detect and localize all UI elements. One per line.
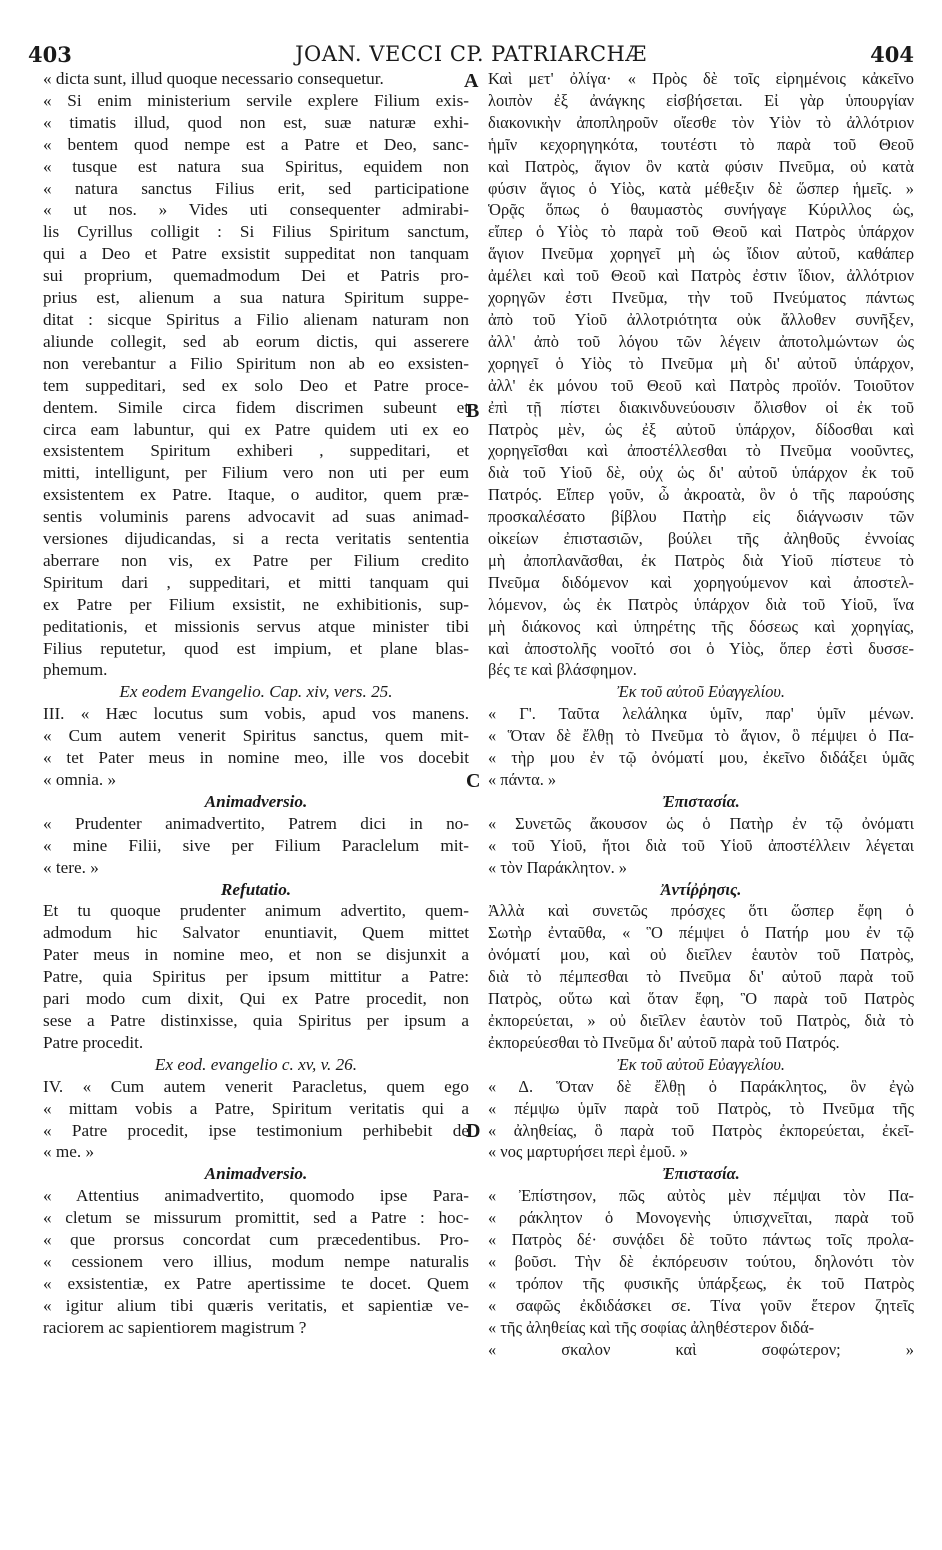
text-line: exsistentem Spiritum exhiberi , suppeditari, et (43, 441, 469, 461)
text-line: aberrare non vis, ex Patre per Filium credito (43, 550, 469, 570)
text-line: « Ἐπίστησον, πῶς αὐτὸς μὲν πέμψαι τὸν Πα- (488, 1186, 914, 1206)
text-line: χορηγεῖ ὁ Υἱὸς τὸ Πνεῦμα μὴ δι' αὐτοῦ ὑπάρχον, (488, 353, 914, 373)
text-line: « σαφῶς ἐκδιδάσκει σε. Τίνα γοῦν ἕτερον ζητεῖς (488, 1295, 914, 1315)
text-line: circa eam labuntur, qui ex Patre quidem uti ex eo (43, 419, 469, 439)
text-line: « Attentius animadvertito, quomodo ipse Para- (43, 1186, 469, 1206)
text-line: εἴπερ ὁ Υἱὸς τὸ παρὰ τοῦ Θεοῦ καὶ Πατρὸς ὑπάρχον (488, 222, 914, 242)
text-line: ἀμέλει καὶ τοῦ Θεοῦ καὶ Πατρὸς ἐστιν ἴδιον, ἀλλότριον (488, 266, 914, 286)
running-title: JOAN. VECCI CP. PATRIARCHÆ (295, 42, 647, 66)
margin-marker-c: C (466, 770, 481, 792)
text-line: Πατρὸς, οὕτω καὶ ὅταν ἔφη, Ὃ παρὰ τοῦ Πατρὸς (488, 989, 914, 1009)
text-line: φύσιν ἅγιος ὁ Υἱὸς, κατὰ μέθεξιν δὲ ὥσπερ ἡμεῖς. » (488, 178, 914, 198)
text-line: « τὸν Παράκλητον. » (488, 857, 627, 877)
text-line: « τῆς ἀληθείας καὶ τῆς σοφίας ἀληθέστερον διδά- (488, 1317, 815, 1337)
text-line: Spiritum dari , suppeditari, et mitti tanquam qui (43, 572, 469, 592)
text-line: Πατρὸς μὲν, ὡς ἐξ αὐτοῦ ὑπάρχον, δίδοσθαι καὶ (488, 419, 914, 439)
text-line: III. « Hæc locutus sum vobis, apud vos manens. (43, 704, 469, 724)
text-line: Animadversio. (204, 791, 308, 811)
text-line: mitti, intelligunt, per Filium vero non uti per eum (43, 463, 469, 483)
text-line: lis Cyrillus colligit : Si Filius Spiritum sanctum, (43, 222, 469, 242)
page-number-left: 403 (28, 42, 72, 67)
text-line: διακονικὴν ἀποπληροῦν οἴεσθε τὸν Υἱὸν τὸ ἀλλότριον (488, 112, 914, 132)
text-line: « cletum se missurum promittit, sed a Patre : hoc- (43, 1208, 469, 1228)
text-line: « tet Pater meus in nomine meo, ille vos docebit (43, 748, 469, 768)
margin-marker-d: D (466, 1120, 481, 1142)
text-line: Πατρός. Εἴπερ γοῦν, ὦ ἀκροατὰ, ὃν ὁ τῆς παρούσης (488, 485, 914, 505)
text-line: « Πατρὸς δέ· συνᾴδει δὲ τοῦτο πάντως τοῖς προλα- (488, 1230, 914, 1250)
text-line: « τὴρ μου ἐν τῷ ὀνόματί μου, ἐκεῖνο διδάξει ὑμᾶς (488, 748, 914, 768)
text-line: Ex eod. evangelio c. xv, v. 26. (154, 1054, 358, 1074)
text-line: Ἀλλὰ καὶ συνετῶς πρόσχες ὅτι ὥσπερ ἔφη ὁ (488, 901, 914, 921)
text-line: καὶ ἀποστολῆς νοοῖτό σοι ὁ Υἱὸς, ὅπερ ἐστὶ δυσσε- (488, 638, 914, 658)
text-line: « cessionem vero illius, modum nempe naturalis (43, 1251, 469, 1271)
margin-marker-b: B (466, 400, 480, 422)
text-line: Patre procedit. (43, 1032, 144, 1052)
text-line: aliunde collegit, sed ab eorum dictis, qui asserere (43, 331, 469, 351)
text-line: sui proprium, quemadmodum Dei et Patris pro- (43, 266, 469, 286)
text-line: ἐκπορεύεται, » οὐ διεῖλεν ἑαυτὸν τοῦ Πατρὸς, διὰ τὸ (488, 1010, 914, 1030)
text-line: Ἀντίῤῥησις. (660, 879, 742, 899)
text-line: « Συνετῶς ἄκουσον ὡς ὁ Πατὴρ ἐν τῷ ὀνόματι (488, 813, 914, 833)
text-line: « Prudenter animadvertito, Patrem dici in no- (43, 813, 469, 833)
text-line: « dicta sunt, illud quoque necessario consequetur. (43, 69, 384, 88)
text-line: χορηγῶν ἐστι Πνεῦμα, τὴν τοῦ Πνεύματος πάντως (488, 288, 914, 308)
text-line: exsistentem ex Patre. Itaque, o auditor, quem præ- (43, 485, 469, 505)
text-line: « me. » (43, 1142, 95, 1162)
text-line: « igitur alium tibi quæris veritatis, et sapientiæ ve- (43, 1295, 469, 1315)
text-line: sese a Patre distinxisse, quia Spiritus per ipsum a (43, 1010, 469, 1030)
text-line: « ut nos. » Vides uti consequenter admirabi- (43, 200, 469, 220)
text-line: tem suppeditari, sed ex solo Deo et Patre proce- (43, 375, 469, 395)
text-line: βές τε καὶ βλάσφημον. (488, 660, 637, 680)
text-line: Ἐκ τοῦ αὐτοῦ Εὐαγγελίου. (616, 682, 786, 702)
margin-marker-a: A (464, 70, 479, 92)
text-line: « βοῦσι. Τὴν δὲ ἐκπόρευσιν τούτου, δηλονότι τὸν (488, 1251, 914, 1271)
text-line: « Si enim ministerium servile explere Filium exis- (43, 90, 469, 110)
text-line: « Ὅταν δὲ ἔλθῃ τὸ Πνεῦμα τὸ ἅγιον, ὃ πέμψει ὁ Πα- (488, 726, 914, 746)
text-line: « Cum autem venerit Spiritus sanctus, quem mit- (43, 726, 469, 746)
text-line: μὴ διάκονος καὶ ὑπηρέτης τῆς δόσεως καὶ χορηγίας, (488, 616, 914, 636)
text-line: phemum. (43, 660, 108, 680)
text-line: « Δ. Ὅταν δὲ ἔλθῃ ὁ Παράκλητος, ὃν ἐγὼ (488, 1076, 914, 1096)
text-line: προσκαλέσατο βίβλου Πατὴρ εἰς διάγνωσιν τῶν (488, 507, 914, 527)
text-line: Πνεῦμα διδόμενον καὶ χορηγούμενον καὶ ἀποστελ- (488, 572, 914, 592)
text-line: versiones dijudicandas, si a recta veritatis sententia (43, 529, 469, 549)
text-line: Καὶ μετ' ὀλίγα· « Πρὸς δὲ τοῖς εἰρημένοις κἀκεῖνο (488, 69, 914, 88)
text-line: ἀπὸ τοῦ Υἱοῦ ἀλλοτριότητα οὐκ ἄλλοθεν συνῆξεν, (488, 309, 914, 329)
text-line: prius est, alienum a sua natura Spiritum suppe- (43, 288, 469, 308)
greek-column (488, 68, 914, 1360)
text-line: λόμενον, ὡς ἐκ Πατρὸς ὑπάρχον διὰ τοῦ Υἱοῦ, ἵνα (488, 594, 914, 614)
text-line: Ὁρᾷς ὅπως ὁ θαυμαστὸς συνήγαγε Κύριλλος ὡς, (488, 200, 914, 220)
latin-column (43, 68, 469, 1339)
text-line: « νος μαρτυρήσει περὶ ἐμοῦ. » (488, 1142, 688, 1162)
text-line: διὰ τὸ πέμπεσθαι τὸ Πνεῦμα δι' αὐτοῦ παρὰ τοῦ (488, 967, 914, 987)
text-line: Pater meus in nomine meo, et non se disjunxit a (43, 945, 469, 965)
text-line: ἐπὶ τῇ πίστει διακινδυνεύουσιν ὄλισθον οἱ ἐκ τοῦ (488, 397, 914, 417)
text-line: Ἐπιστασία. (662, 1164, 740, 1184)
text-line: Ἐπιστασία. (662, 791, 740, 811)
text-line: « τοῦ Υἱοῦ, ἤτοι διὰ τοῦ Υἱοῦ ἀποστέλλειν λέγεται (488, 835, 914, 855)
text-line: « πέμψω ὑμῖν παρὰ τοῦ Πατρὸς, τὸ Πνεῦμα τῆς (488, 1098, 914, 1118)
text-line: « que prorsus concordat cum præcedentibus. Pro- (43, 1230, 469, 1250)
text-line: ditat : sicque Spiritus a Filio alienam naturam non (43, 309, 469, 329)
text-line: καὶ Πατρὸς, ἅγιον ὂν κατὰ φύσιν Πνεῦμα, οὐ κατὰ (488, 156, 914, 176)
text-line: ἐκπορεύεσθαι τὸ Πνεῦμα δι' αὐτοῦ παρὰ τοῦ Πατρός. (488, 1032, 840, 1052)
text-line: « ἀληθείας, ὃ παρὰ τοῦ Πατρὸς ἐκπορεύεται, ἐκεῖ- (488, 1120, 914, 1140)
text-line: « omnia. » (43, 770, 117, 789)
text-line: Refutatio. (220, 879, 292, 899)
text-line: « tusque est natura sua Spiritus, equidem non (43, 156, 469, 176)
text-line: Filius reputetur, quod est impium, et plane blas- (43, 638, 469, 658)
text-line: Ἐκ τοῦ αὐτοῦ Εὐαγγελίου. (616, 1054, 786, 1074)
text-line: Σωτὴρ ἐνταῦθα, « Ὃ πέμψει ὁ Πατήρ μου ἐν τῷ (488, 923, 914, 943)
text-line: admodum hic Salvator enuntiavit, Quem mittet (43, 923, 469, 943)
text-line: « tere. » (43, 857, 99, 877)
text-line: « Γ'. Ταῦτα λελάληκα ὑμῖν, παρ' ὑμῖν μένων. (488, 704, 914, 724)
text-line: ἀλλ' ἐκ μόνου τοῦ Θεοῦ καὶ Πατρὸς προϊόν. Τοιοῦτον (488, 375, 914, 395)
text-line: μὴ ἀποπλανᾶσθαι, ἐκ Πατρὸς διὰ Υἱοῦ πίστευε τὸ (488, 550, 914, 570)
text-line: « bentem quod nempe est a Patre et Deo, sanc- (43, 134, 469, 154)
text-line: peditationis, et missionis servus atque minister tibi (43, 616, 469, 636)
text-line: « σκαλον καὶ σοφώτερον; » (488, 1339, 914, 1359)
text-line: ἀλλ' ἀπὸ τοῦ λόγου τῶν λέγειν ἀποτολμώντων ὡς (488, 331, 914, 351)
text-line: Et tu quoque prudenter animum advertito, quem- (43, 901, 469, 921)
text-line: qui a Deo et Patre exsistit suppeditat non tanquam (43, 244, 469, 264)
text-line: ex Patre per Filium exsistit, ne exhibitionis, sup- (43, 594, 469, 614)
text-line: « mine Filii, sive per Filium Paraclelum mit- (43, 835, 469, 855)
text-line: « timatis illud, quod non est, suæ naturæ exhi- (43, 112, 469, 132)
text-line: Patre, quia Spiritus per ipsum mittitur a Patre: (43, 967, 469, 987)
text-line: Animadversio. (204, 1164, 308, 1184)
text-line: « Patre procedit, ipse testimonium perhibebit de (43, 1120, 469, 1140)
text-line: « exsistentiæ, ex Patre apertissime te docet. Quem (43, 1273, 469, 1293)
text-line: sentis voluminis parens advocavit ad suas animad- (43, 507, 469, 527)
text-line: « ράκλητον ὁ Μονογενὴς ὑπισχνεῖται, παρὰ τοῦ (488, 1208, 914, 1228)
text-line: Ex eodem Evangelio. Cap. xiv, vers. 25. (119, 682, 393, 702)
text-line: οἰκείων ἐπιστασιῶν, βούλει τῆς ἀληθοῦς ἐννοίας (488, 529, 914, 549)
text-line: « natura sanctus Filius erit, sed participatione (43, 178, 469, 198)
text-line: « τρόπον τῆς φυσικῆς ὑπάρξεως, ἐκ τοῦ Πατρὸς (488, 1273, 914, 1293)
text-line: χορηγεῖσθαι καὶ ἀποστέλλεσθαι τὸ Πνεῦμα νοοῦντες, (488, 441, 914, 461)
text-line: « mittam vobis a Patre, Spiritum veritatis qui a (43, 1098, 469, 1118)
text-line: raciorem ac sapientiorem magistrum ? (43, 1317, 307, 1337)
text-line: IV. « Cum autem venerit Paracletus, quem ego (43, 1076, 469, 1096)
page-number-right: 404 (870, 42, 914, 67)
text-line: ἡμῖν κεχορηγηκότα, τουτέστι τὸ παρὰ τοῦ Θεοῦ (488, 134, 914, 154)
text-line: ἅγιον Πνεῦμα χορηγεῖ μὴ ὡς ἴδιον αὐτοῦ, καθάπερ (488, 244, 914, 264)
text-line: non verebantur a Filio Spiritum non ab eo exsisten- (43, 353, 469, 373)
text-line: λοιπὸν ἐξ ἀνάγκης εἰσβήσεται. Εἰ γὰρ ὑπουργίαν (488, 90, 914, 110)
text-line: pari modo cum dixit, Qui ex Patre procedit, non (43, 989, 469, 1009)
text-line: dentem. Simile circa fidem discrimen subeunt et (43, 397, 469, 417)
text-line: ὀνόματί μου, καὶ οὐ διεῖλεν ἑαυτὸν τοῦ Πατρὸς, (488, 945, 914, 965)
text-line: διὰ τοῦ Υἱοῦ δὲ, οὐχ ὡς δι' αὐτοῦ ὑπάρχον ἐκ τοῦ (488, 463, 914, 483)
text-line: « πάντα. » (488, 770, 557, 789)
